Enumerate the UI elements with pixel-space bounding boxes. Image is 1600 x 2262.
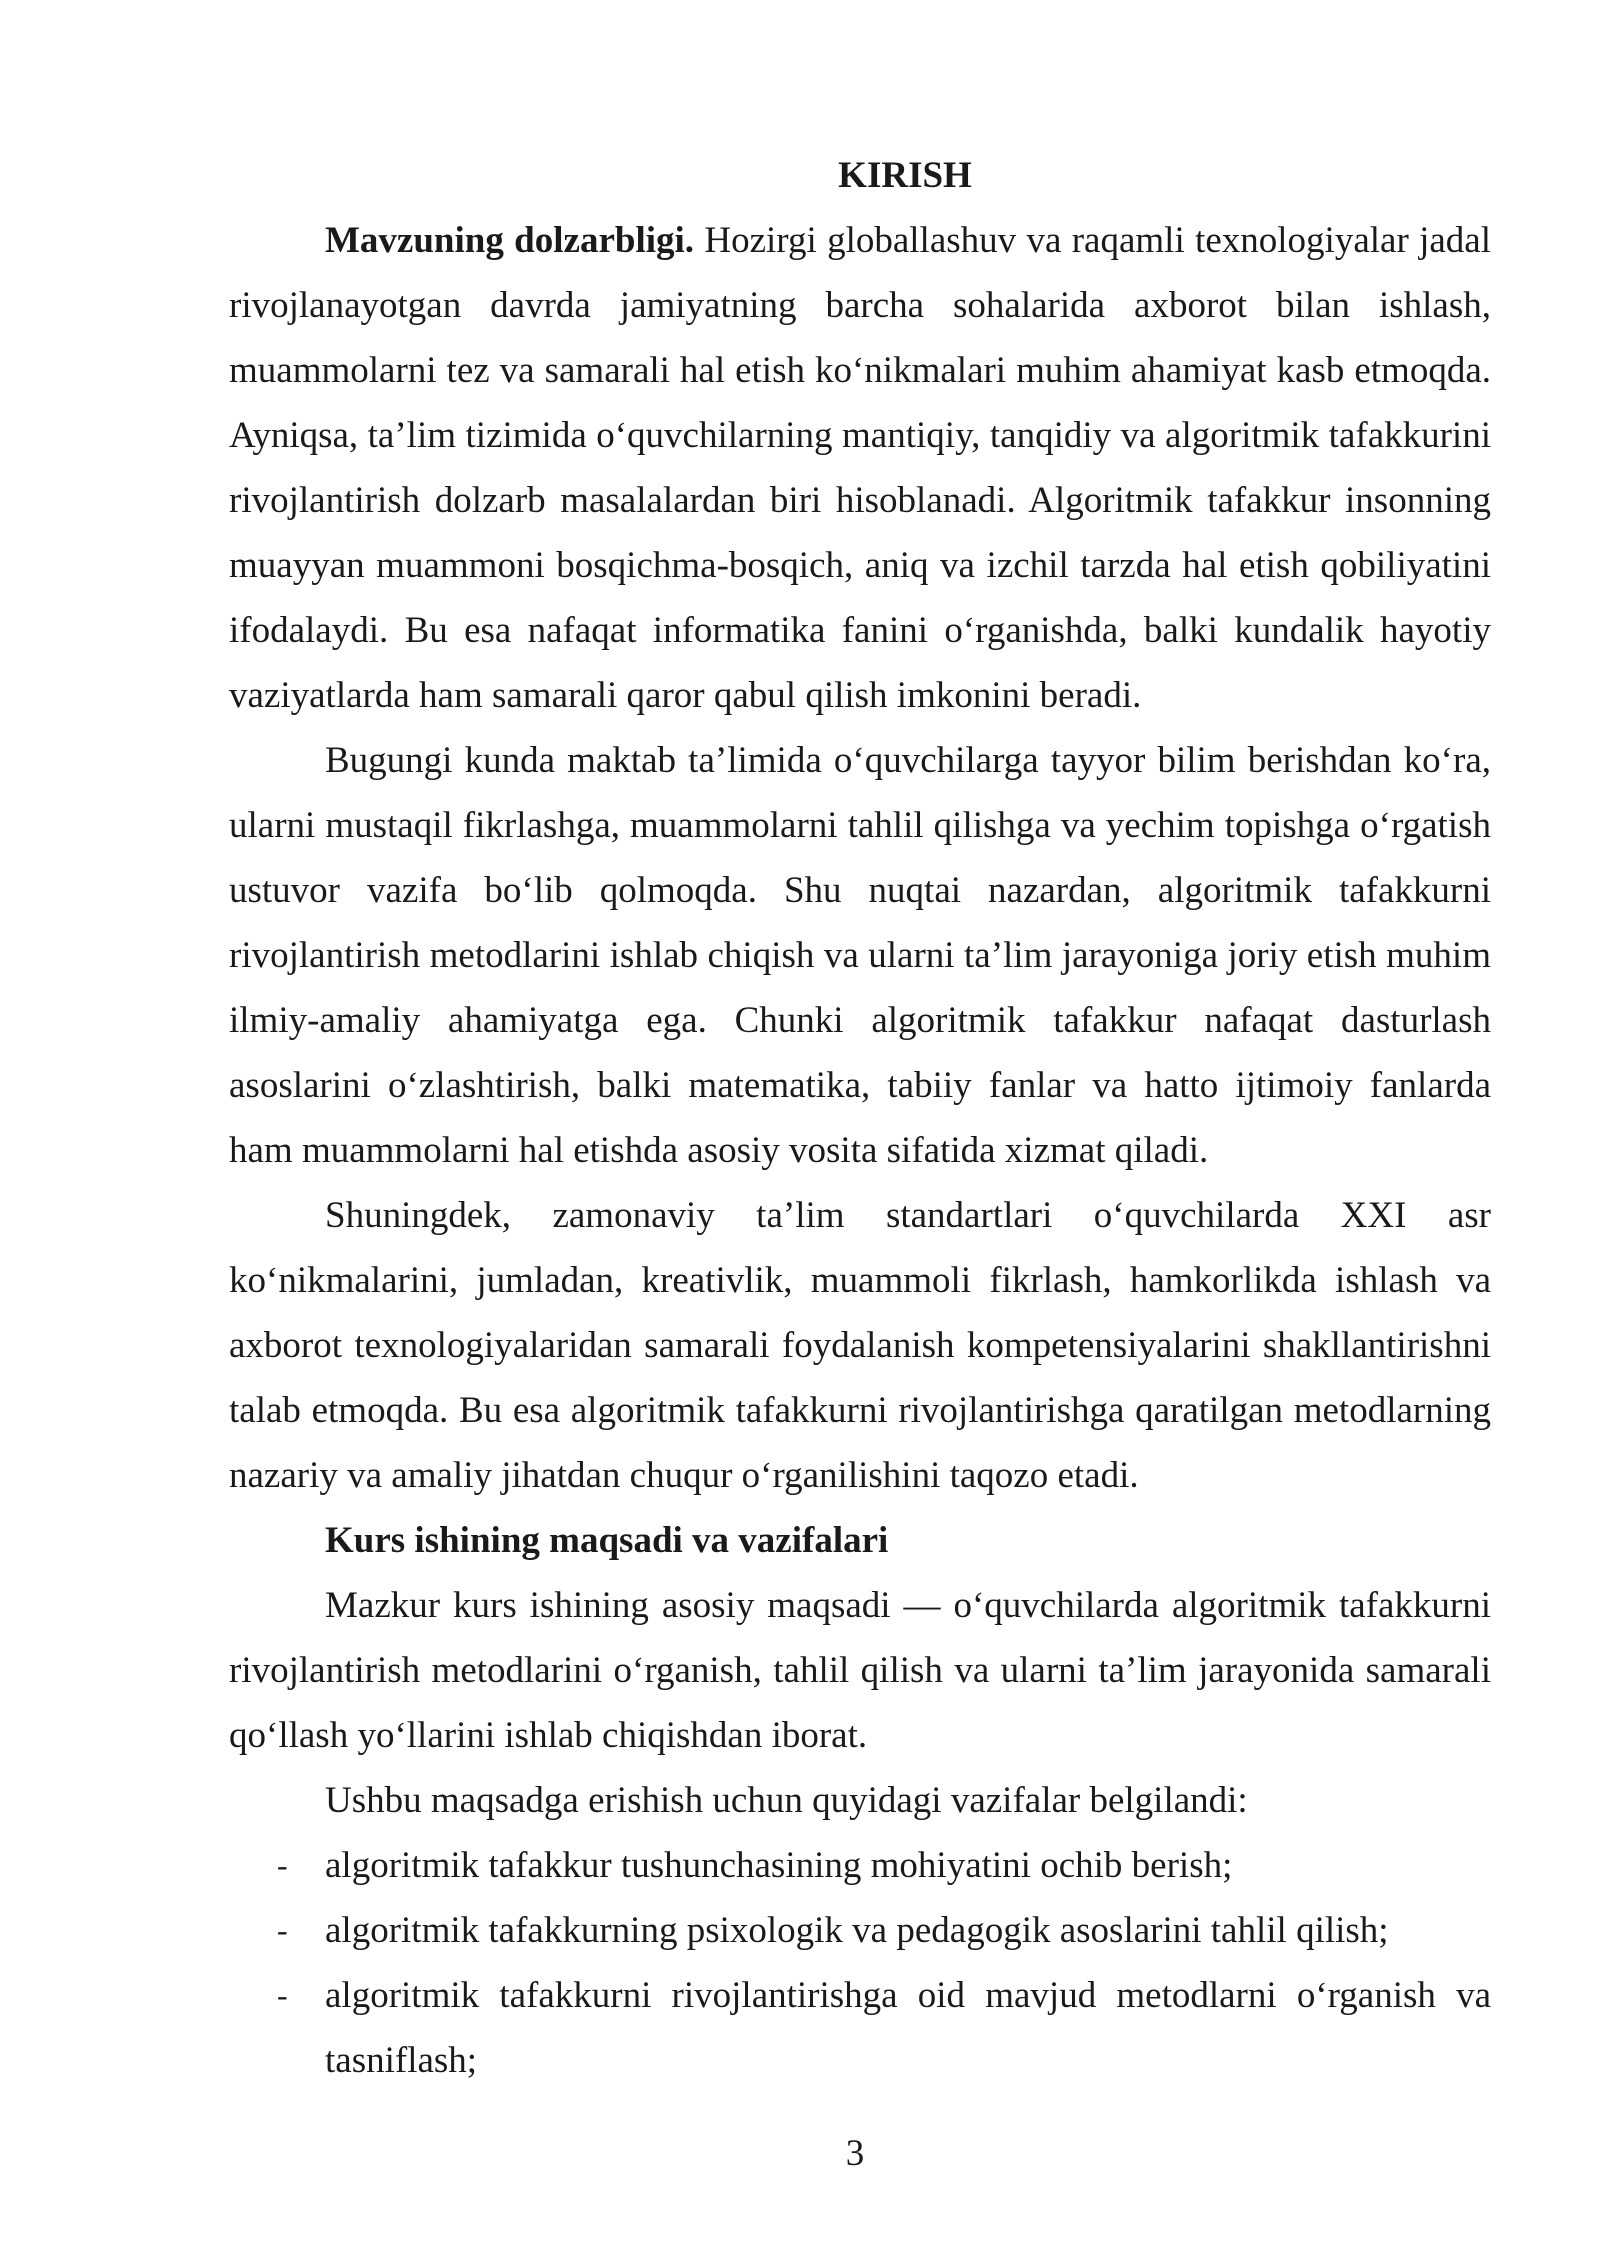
list-item — [229, 1963, 1491, 2093]
list-item — [229, 1898, 1491, 1963]
list-item-text: algoritmik tafakkur tushunchasining mohiyatini ochib berish; — [325, 1845, 1233, 1886]
paragraph-relevance — [229, 208, 1491, 728]
paragraph-school-education: Bugungi kunda maktab ta’limida o‘quvchilarga tayyor bilim berishdan ko‘ra, ularni mustaqil fikrlashga, muammolarni tahlil qilishga va yechim topishga o‘rgatish ustuvor vazifa bo‘lib qolmoqda. Shu nuqtai nazardan, algoritmik tafakkurni rivojlantirish metodlarini ishlab chiqish va ularni ta’lim jarayoniga joriy etish muhim ilmiy-amaliy ahamiyatga ega. Chunki algoritmik tafakkur nafaqat dasturlash asoslarini o‘zlashtirish, balki matematika, tabiiy fanlar va hatto ijtimoiy fanlarda ham muammolarni hal etishda asosiy vosita sifatida xizmat qiladi. — [229, 740, 1491, 1171]
section-title: KIRISH — [838, 155, 972, 196]
body-text — [229, 208, 1491, 2093]
bullet-dash: - — [277, 1977, 288, 2013]
paragraph-tasks-intro: Ushbu maqsadga erishish uchun quyidagi vazifalar belgilandi: — [325, 1780, 1248, 1821]
paragraph-standards: Shuningdek, zamonaviy ta’lim standartlari o‘quvchilarda XXI asr ko‘nikmalarini, jumladan, kreativlik, muammoli fikrlash, hamkorlikda ishlash va axborot texnologiyalaridan samarali foydalanish kompetensiyalarini shakllantirishni talab etmoqda. Bu esa algoritmik tafakkurni rivojlantirishga qaratilgan metodlarning nazariy va amaliy jihatdan chuqur o‘rganilishini taqozo etadi. — [229, 1195, 1491, 1496]
paragraph-lead: Mavzuning dolzarbligi. — [325, 220, 695, 261]
list-item — [229, 1833, 1491, 1898]
task-list — [229, 1833, 1491, 2093]
subheading-goals: Kurs ishining maqsadi va vazifalari — [325, 1520, 889, 1561]
paragraph-text: Hozirgi globallashuv va raqamli texnologiyalar jadal rivojlanayotgan davrda jamiyatning barcha sohalarida axborot bilan ishlash, muammolarni tez va samarali hal etish ko‘nikmalari muhim ahamiyat kasb etmoqda. Ayniqsa, ta’lim tizimida o‘quvchilarning mantiqiy, tanqidiy va algoritmik tafakkurini rivojlantirish dolzarb masalalardan biri hisoblanadi. Algoritmik tafakkur insonning muayyan muammoni bosqichma-bosqich, aniq va izchil tarzda hal etish qobiliyatini ifodalaydi. Bu esa nafaqat informatika fanini o‘rganishda, balki kundalik hayotiy vaziyatlarda ham samarali qaror qabul qilish imkonini beradi. — [229, 220, 1491, 716]
bullet-dash: - — [277, 1912, 288, 1948]
list-item-text: algoritmik tafakkurni rivojlantirishga oid mavjud metodlarni o‘rganish va tasniflash; — [325, 1975, 1491, 2081]
paragraph-goal: Mazkur kurs ishining asosiy maqsadi — o‘quvchilarda algoritmik tafakkurni rivojlantirish metodlarini o‘rganish, tahlil qilish va ularni ta’lim jarayonida samarali qo‘llash yo‘llarini ishlab chiqishdan iborat. — [229, 1585, 1491, 1756]
page-number: 3 — [845, 2133, 865, 2174]
bullet-dash: - — [277, 1847, 288, 1883]
list-item-text: algoritmik tafakkurning psixologik va pedagogik asoslarini tahlil qilish; — [325, 1910, 1389, 1951]
